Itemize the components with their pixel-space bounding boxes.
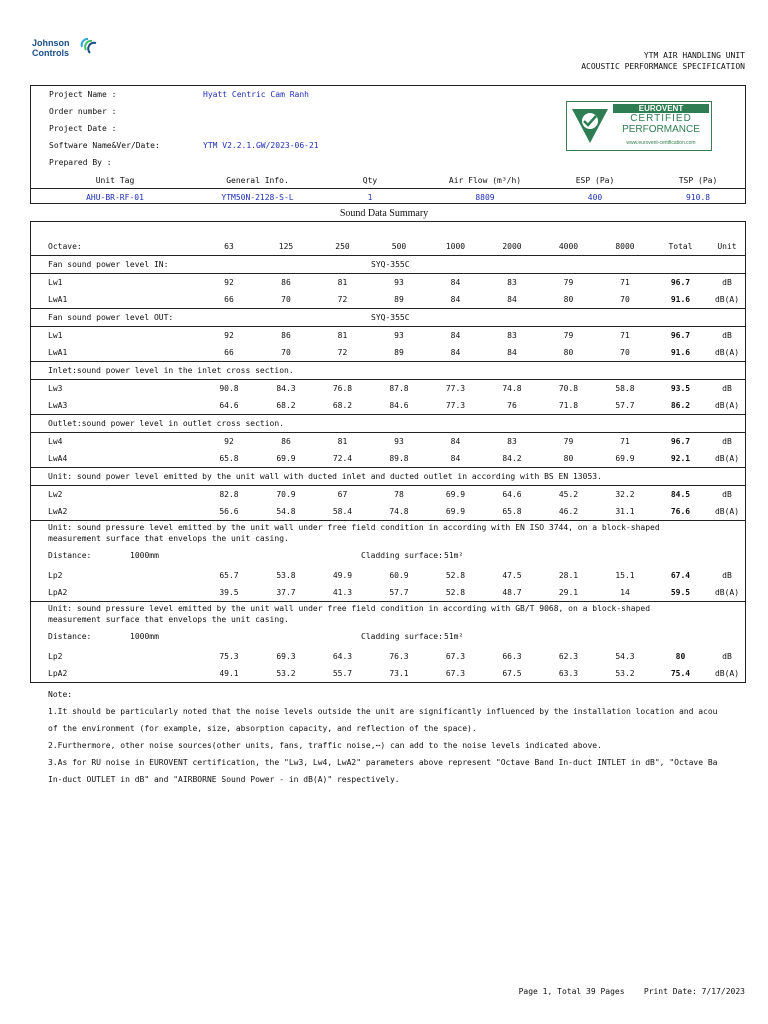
band-value: 72.4	[332, 454, 353, 463]
data-row	[30, 397, 746, 415]
band-value: 46.2	[558, 507, 579, 516]
total-value: 67.4	[670, 571, 691, 580]
doc-title: YTM AIR HANDLING UNIT	[643, 51, 745, 60]
spacer-row	[30, 221, 746, 238]
section-title-row	[30, 521, 746, 534]
total-value: 80	[675, 652, 686, 661]
data-row	[30, 327, 746, 345]
band-value: 67.3	[445, 652, 466, 661]
note-line: of the environment (for example, size, absorption capacity, and reflection of the space).	[48, 724, 477, 733]
band-value: 63.3	[558, 669, 579, 678]
data-row	[30, 665, 746, 682]
tsp-value: 910.8	[685, 193, 711, 202]
section-title: Inlet:sound power level in the inlet cross section.	[30, 362, 746, 380]
band-value: 82.8	[200, 486, 258, 504]
section-title: Fan sound power level OUT:	[30, 309, 371, 327]
data-row	[30, 380, 746, 398]
row-name: LwA3	[48, 401, 68, 410]
total-value: 96.7	[653, 274, 708, 292]
band-value: 71.8	[558, 401, 579, 410]
octave-band-header: 8000	[615, 242, 635, 251]
band-value: 72	[337, 348, 348, 357]
project-name-label: Project Name :	[49, 90, 117, 99]
band-value: 37.7	[276, 588, 296, 597]
data-row	[30, 648, 746, 665]
band-value: 54.8	[276, 507, 296, 516]
total-value: 93.5	[653, 380, 708, 398]
total-value: 91.6	[670, 348, 691, 357]
band-value: 72	[337, 295, 348, 304]
band-value: 57.7	[389, 588, 409, 597]
row-name: Lw1	[30, 274, 200, 292]
band-value: 68.2	[332, 401, 353, 410]
band-value: 14	[620, 588, 630, 597]
band-value: 48.7	[502, 588, 522, 597]
document-header	[581, 50, 745, 72]
band-value: 60.9	[389, 571, 409, 580]
row-name: LpA2	[48, 669, 68, 678]
cladding-label: Cladding surface:	[361, 631, 443, 641]
band-value: 69.9	[445, 507, 466, 516]
band-value: 89.8	[389, 454, 409, 463]
notes-heading: Note:	[48, 690, 73, 699]
band-value: 53.8	[276, 571, 296, 580]
prepared-by-label: Prepared By :	[49, 158, 112, 167]
band-value: 84.6	[389, 401, 409, 410]
band-value: 28.1	[558, 571, 579, 580]
band-value: 29.1	[558, 588, 579, 597]
band-value: 78	[371, 486, 427, 504]
band-value: 93	[371, 433, 427, 451]
band-value: 71	[597, 274, 653, 292]
band-value: 76.3	[389, 652, 409, 661]
section-title-row	[30, 362, 746, 380]
band-value: 77.3	[427, 380, 484, 398]
row-name: LwA1	[48, 348, 68, 357]
band-value: 83	[484, 274, 540, 292]
total-value: 91.6	[670, 295, 691, 304]
note-line: In-duct OUTLET in dB" and "AIRBORNE Sound Power - in dB(A)" respectively.	[48, 775, 400, 784]
total-value: 84.5	[653, 486, 708, 504]
band-value: 15.1	[615, 571, 635, 580]
band-value: 87.8	[371, 380, 427, 398]
logo-waves-icon	[78, 36, 100, 58]
unit-value: dB	[708, 327, 746, 345]
total-value: 76.6	[670, 507, 691, 516]
distance-row	[30, 543, 746, 567]
band-value: 86	[258, 327, 314, 345]
software-value: YTM V2.2.1.GW/2023-06-21	[203, 141, 319, 150]
band-value: 79	[540, 433, 597, 451]
band-value: 84	[507, 295, 517, 304]
qty-value: 1	[367, 193, 373, 202]
project-name-value: Hyatt Centric Cam Ranh	[203, 90, 309, 99]
band-value: 70	[281, 348, 291, 357]
data-row	[30, 291, 746, 309]
row-name: LpA2	[48, 588, 68, 597]
row-name: Lw3	[30, 380, 200, 398]
band-value: 93	[371, 274, 427, 292]
row-name: Lw2	[30, 486, 200, 504]
band-value: 56.6	[219, 507, 239, 516]
print-date-value: 7/17/2023	[701, 987, 745, 996]
row-name: Lw1	[30, 327, 200, 345]
unit-value: dB	[708, 274, 746, 292]
data-row	[30, 486, 746, 504]
band-value: 66	[224, 295, 234, 304]
band-value: 89	[394, 295, 404, 304]
band-value: 64.6	[484, 486, 540, 504]
row-name: Lp2	[48, 571, 63, 580]
band-value: 84	[507, 348, 517, 357]
unit-value: dB	[708, 486, 746, 504]
section-title-row	[30, 256, 746, 274]
band-value: 77.3	[445, 401, 466, 410]
band-value: 79	[540, 274, 597, 292]
row-name: LwA1	[48, 295, 68, 304]
unit-tag-header: Unit Tag	[95, 176, 135, 185]
unit-value: dB(A)	[714, 295, 740, 304]
total-value: 75.4	[670, 669, 691, 678]
band-value: 49.9	[332, 571, 353, 580]
band-value: 69.9	[615, 454, 635, 463]
band-value: 84	[450, 454, 461, 463]
band-value: 58.8	[597, 380, 653, 398]
band-value: 81	[314, 327, 371, 345]
band-value: 84	[450, 295, 461, 304]
band-value: 80	[563, 454, 574, 463]
unit-value: dB(A)	[714, 348, 740, 357]
band-value: 67	[314, 486, 371, 504]
notes-block	[48, 686, 746, 788]
octave-band-header: 4000	[558, 242, 579, 251]
distance-label: Distance:	[48, 550, 92, 560]
software-label: Software Name&Ver/Date:	[49, 141, 160, 150]
cladding-value: 51m²	[444, 631, 464, 641]
logo-line2: Controls	[32, 48, 69, 58]
band-value: 70.8	[540, 380, 597, 398]
data-row	[30, 503, 746, 521]
band-value: 81	[314, 274, 371, 292]
note-line: 2.Furthermore, other noise sources(other units, fans, traffic noise,⋯) can add to the noise levels indicated above.	[48, 741, 602, 750]
section-title-row	[30, 602, 746, 615]
data-row	[30, 274, 746, 292]
unit-value: dB(A)	[714, 588, 740, 597]
band-value: 41.3	[332, 588, 353, 597]
tsp-header: TSP (Pa)	[678, 176, 718, 185]
band-value: 69.9	[276, 454, 296, 463]
band-value: 80	[563, 295, 574, 304]
sound-data-table	[30, 221, 746, 682]
cert-title: EUROVENT	[613, 104, 709, 113]
band-value: 68.2	[276, 401, 296, 410]
band-value: 89	[394, 348, 404, 357]
band-value: 54.3	[615, 652, 635, 661]
band-value: 83	[484, 327, 540, 345]
band-value: 84	[450, 348, 461, 357]
band-value: 81	[314, 433, 371, 451]
cert-line2: CERTIFIED	[630, 113, 692, 124]
cert-line3: PERFORMANCE	[622, 124, 700, 135]
distance-value: 1000mm	[130, 550, 159, 560]
section-title-row	[30, 533, 746, 543]
section-title: Outlet:sound power level in outlet cross section.	[30, 415, 746, 433]
band-value: 69.9	[427, 486, 484, 504]
band-value: 75.3	[219, 652, 239, 661]
band-value: 71	[597, 327, 653, 345]
row-name: Lp2	[48, 652, 63, 661]
band-value: 55.7	[332, 669, 353, 678]
band-value: 74.8	[389, 507, 409, 516]
band-value: 32.2	[597, 486, 653, 504]
band-value: 93	[371, 327, 427, 345]
unit-value: dB	[708, 380, 746, 398]
band-value: 49.1	[219, 669, 239, 678]
unit-divider	[30, 188, 746, 189]
band-value: 65.8	[502, 507, 522, 516]
note-line: 1.It should be particularly noted that the noise levels outside the unit are significantly influenced by the installation location and acou	[48, 707, 718, 716]
band-value: 70	[620, 348, 630, 357]
general-info-header: General Info.	[226, 176, 289, 185]
band-value: 83	[484, 433, 540, 451]
page-count: Page 1, Total 39 Pages	[518, 987, 625, 996]
band-value: 86	[258, 433, 314, 451]
band-value: 57.7	[615, 401, 635, 410]
total-value: 92.1	[670, 454, 691, 463]
row-name: LwA2	[48, 507, 68, 516]
page-footer	[519, 987, 745, 996]
octave-band-header: Total	[668, 242, 693, 251]
data-row	[30, 433, 746, 451]
band-value: 47.5	[502, 571, 522, 580]
band-value: 39.5	[219, 588, 239, 597]
row-name: LwA4	[48, 454, 68, 463]
spacer-cell	[30, 221, 746, 238]
band-value: 67.5	[502, 669, 522, 678]
band-value: 71	[597, 433, 653, 451]
band-value: 64.6	[219, 401, 239, 410]
fan-model: SYQ-355C	[371, 309, 746, 327]
total-value: 59.5	[670, 588, 691, 597]
band-value: 62.3	[558, 652, 579, 661]
unit-value: dB	[708, 433, 746, 451]
data-row	[30, 584, 746, 602]
distance-value: 1000mm	[130, 631, 159, 641]
octave-band-header: 63	[224, 242, 234, 251]
octave-band-header: 1000	[445, 242, 466, 251]
band-value: 66	[224, 348, 234, 357]
cladding-value: 51m²	[444, 550, 464, 560]
band-value: 80	[563, 348, 574, 357]
band-value: 84.3	[258, 380, 314, 398]
band-value: 65.8	[219, 454, 239, 463]
band-value: 58.4	[332, 507, 353, 516]
band-value: 92	[200, 274, 258, 292]
fan-model: SYQ-355C	[371, 256, 746, 274]
distance-label: Distance:	[48, 631, 92, 641]
doc-subtitle: ACOUSTIC PERFORMANCE SPECIFICATION	[581, 62, 745, 71]
band-value: 31.1	[615, 507, 635, 516]
band-value: 53.2	[276, 669, 296, 678]
airflow-header: Air Flow (m³/h)	[448, 176, 522, 185]
band-value: 76.8	[314, 380, 371, 398]
esp-header: ESP (Pa)	[575, 176, 615, 185]
section-title-row	[30, 614, 746, 624]
band-value: 84	[427, 327, 484, 345]
band-value: 84.2	[502, 454, 522, 463]
unit-value: dB	[722, 652, 732, 661]
unit-value: dB(A)	[714, 507, 740, 516]
octave-band-header: 2000	[502, 242, 522, 251]
distance-row	[30, 624, 746, 648]
unit-value: dB(A)	[714, 669, 740, 678]
unit-value: dB	[722, 571, 732, 580]
band-value: 69.3	[276, 652, 296, 661]
general-info-value: YTM50N-2128-S-L	[221, 193, 294, 202]
total-value: 96.7	[653, 327, 708, 345]
octave-header-row	[30, 238, 746, 256]
band-value: 84	[427, 433, 484, 451]
unit-value: dB(A)	[714, 401, 740, 410]
section-title: Unit: sound power level emitted by the unit wall with ducted inlet and ducted outlet in according with BS EN 13053.	[30, 468, 746, 486]
band-value: 67.3	[445, 669, 466, 678]
esp-value: 400	[587, 193, 603, 202]
band-value: 84	[427, 274, 484, 292]
octave-band-header: Unit	[717, 242, 737, 251]
band-value: 53.2	[615, 669, 635, 678]
qty-header: Qty	[362, 176, 378, 185]
eurovent-check-icon	[570, 105, 610, 147]
section-title-row	[30, 415, 746, 433]
section-title: Unit: sound pressure level emitted by the unit wall under free field condition in according with EN ISO 3744, on a block-shaped	[30, 521, 746, 534]
section-title-cont: measurement surface that envelops the unit casing.	[48, 614, 289, 624]
eurovent-certificate	[566, 101, 712, 151]
cladding-label: Cladding surface:	[361, 550, 443, 560]
band-value: 74.8	[484, 380, 540, 398]
band-value: 52.8	[445, 571, 466, 580]
total-value: 86.2	[670, 401, 691, 410]
band-value: 86	[258, 274, 314, 292]
band-value: 64.3	[332, 652, 353, 661]
band-value: 66.3	[502, 652, 522, 661]
data-row	[30, 567, 746, 584]
octave-band-header: 250	[335, 242, 350, 251]
company-logo	[32, 38, 102, 68]
band-value: 52.8	[445, 588, 466, 597]
summary-title: Sound Data Summary	[339, 208, 429, 219]
project-date-label: Project Date :	[49, 124, 117, 133]
order-number-label: Order number :	[49, 107, 117, 116]
section-title-row	[30, 468, 746, 486]
total-value: 96.7	[653, 433, 708, 451]
section-title-cont: measurement surface that envelops the unit casing.	[48, 533, 289, 543]
band-value: 76	[507, 401, 517, 410]
note-line: 3.As for RU noise in EUROVENT certification, the "Lw3, Lw4, LwA2" parameters above represent "Octave Band In-duct INTLET in dB", "Octave Ba	[48, 758, 718, 767]
octave-band-header: 500	[391, 242, 407, 251]
octave-band-header: 125	[278, 242, 294, 251]
band-value: 65.7	[219, 571, 239, 580]
data-row	[30, 344, 746, 362]
section-title-row	[30, 309, 746, 327]
band-value: 70	[281, 295, 291, 304]
section-title: Fan sound power level IN:	[30, 256, 371, 274]
unit-value: dB(A)	[714, 454, 740, 463]
airflow-value: 8809	[475, 193, 495, 202]
unit-tag-value: AHU-BR-RF-01	[86, 193, 144, 202]
row-name: Lw4	[30, 433, 200, 451]
band-value: 70	[620, 295, 630, 304]
section-title: Unit: sound pressure level emitted by the unit wall under free field condition in according with GB/T 9068, on a block-shaped	[30, 602, 746, 615]
band-value: 92	[200, 327, 258, 345]
band-value: 73.1	[389, 669, 409, 678]
logo-line1: Johnson	[32, 38, 70, 48]
cert-url: www.eurovent-certification.com	[626, 140, 696, 146]
band-value: 90.8	[200, 380, 258, 398]
data-row	[30, 450, 746, 468]
band-value: 92	[200, 433, 258, 451]
octave-label: Octave:	[48, 242, 82, 251]
print-date-label: Print Date:	[643, 987, 697, 996]
band-value: 79	[540, 327, 597, 345]
band-value: 45.2	[540, 486, 597, 504]
band-value: 70.9	[258, 486, 314, 504]
